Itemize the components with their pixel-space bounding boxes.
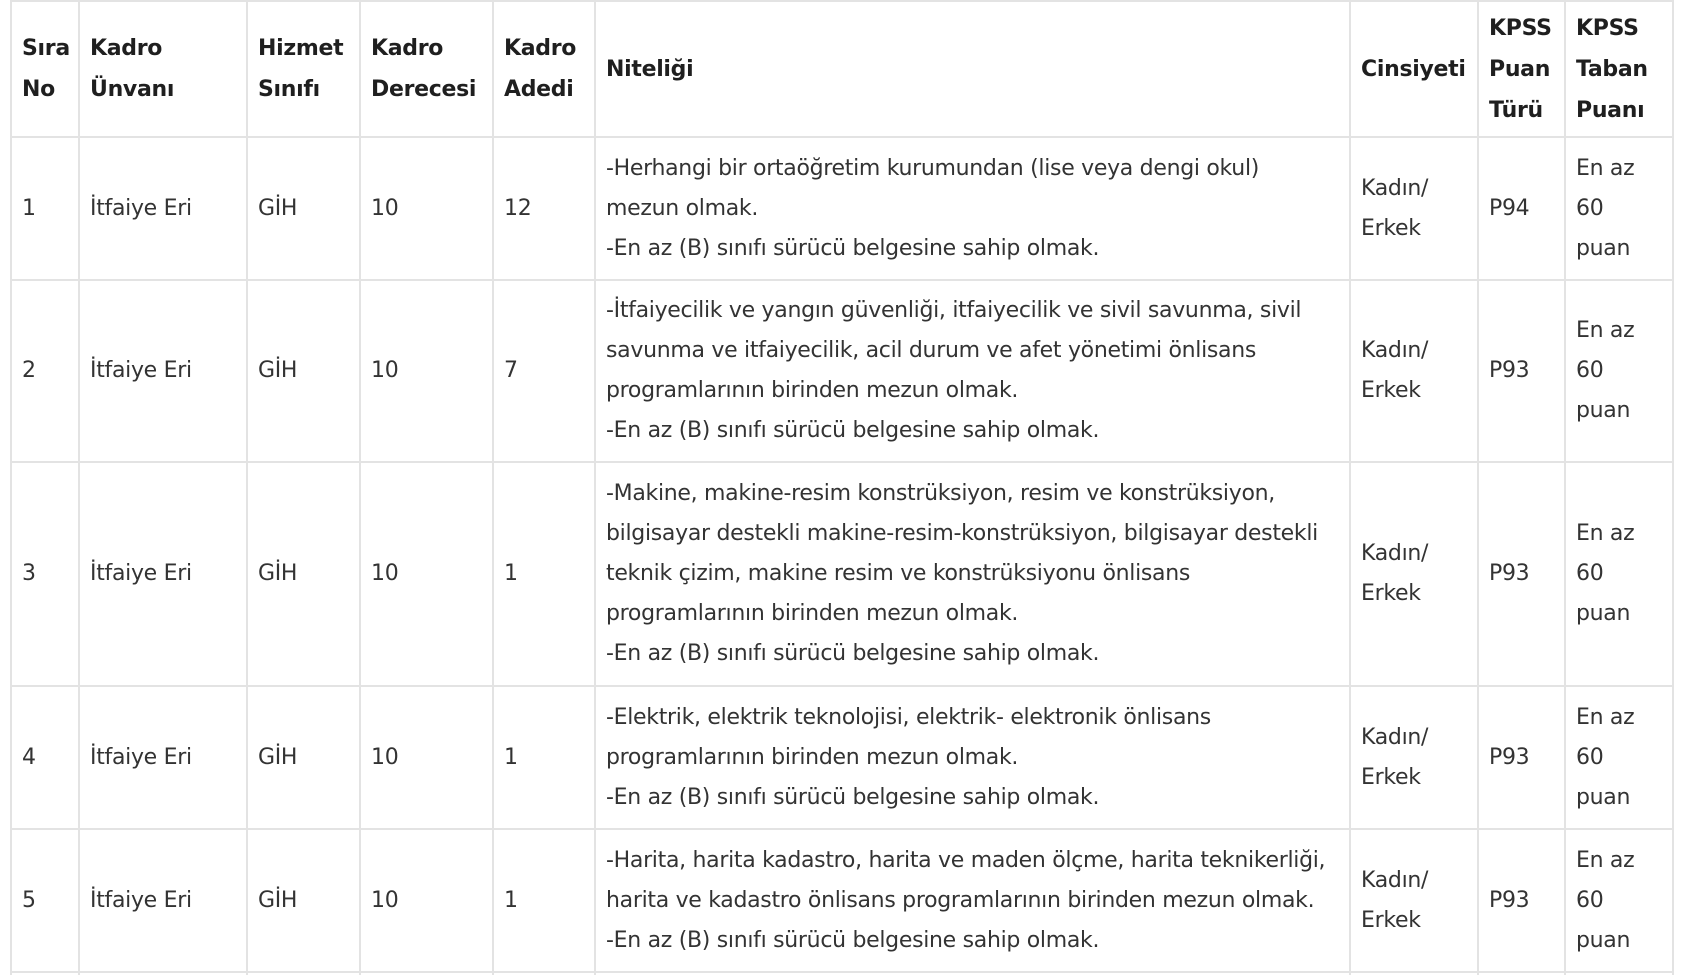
cell-sinif: GİH (247, 280, 360, 462)
cell-puan-turu: P94 (1478, 137, 1565, 280)
cell-sinif: GİH (247, 829, 360, 972)
cinsiyet-line: Kadın/ (1361, 724, 1429, 750)
taban-line: puan (1576, 235, 1631, 261)
taban-line: 60 (1576, 561, 1604, 586)
table-row (11, 280, 1673, 462)
taban-line: En az (1576, 847, 1635, 873)
header-kpss-taban-puani-line1: KPSS (1576, 15, 1639, 41)
nitelik-line: bilgisayar destekli makine-resim-konstrüksiyon, bilgisayar destekli (606, 521, 1318, 546)
cell-unvan: İtfaiye Eri (79, 280, 247, 462)
cinsiyet-line: Kadın/ (1361, 175, 1429, 201)
cell-sira: 2 (11, 280, 79, 462)
header-kpss-taban-puani (1565, 1, 1673, 137)
cell-adet: 1 (493, 462, 595, 686)
nitelik-line: teknik çizim, makine resim ve konstrüksiyonu önlisans (606, 561, 1191, 586)
header-hizmet-sinifi (247, 1, 360, 137)
cell-derece: 10 (360, 280, 493, 462)
cell-cinsiyet (1350, 280, 1478, 462)
cell-taban (1565, 137, 1673, 280)
nitelik-line: -Herhangi bir ortaöğretim kurumundan (lise veya dengi okul) (606, 155, 1260, 181)
cell-taban (1565, 462, 1673, 686)
cinsiyet-line: Erkek (1361, 581, 1421, 606)
cell-derece: 10 (360, 686, 493, 829)
cell-sira: 4 (11, 686, 79, 829)
nitelik-line: -En az (B) sınıfı sürücü belgesine sahip olmak. (606, 418, 1100, 443)
cell-cinsiyet (1350, 829, 1478, 972)
taban-line: En az (1576, 318, 1635, 343)
header-kadro-adedi (493, 1, 595, 137)
taban-line: 60 (1576, 887, 1604, 913)
header-kpss-puan-turu-line2: Puan (1489, 56, 1551, 82)
table-row (11, 137, 1673, 280)
header-kpss-puan-turu-line1: KPSS (1489, 15, 1552, 41)
cell-taban (1565, 280, 1673, 462)
cell-sinif: GİH (247, 462, 360, 686)
cell-nitelik (595, 829, 1350, 972)
table-row (11, 686, 1673, 829)
header-kadro-unvani-line2: Ünvanı (90, 77, 175, 102)
taban-line: En az (1576, 155, 1635, 181)
nitelik-line: -Makine, makine-resim konstrüksiyon, resim ve konstrüksiyon, (606, 481, 1275, 506)
header-hizmet-sinifi-line2: Sınıfı (258, 77, 320, 102)
taban-line: En az (1576, 521, 1635, 546)
header-kpss-taban-puani-line3: Puanı (1576, 97, 1645, 123)
header-kpss-puan-turu-line3: Türü (1489, 97, 1543, 123)
cell-taban (1565, 829, 1673, 972)
nitelik-line: -Harita, harita kadastro, harita ve maden ölçme, harita teknikerliği, (606, 847, 1326, 873)
taban-line: puan (1576, 784, 1631, 810)
cinsiyet-line: Kadın/ (1361, 541, 1429, 566)
taban-line: En az (1576, 704, 1635, 730)
header-kadro-unvani-line1: Kadro (90, 36, 163, 61)
cell-nitelik (595, 280, 1350, 462)
nitelik-line: programlarının birinden mezun olmak. (606, 601, 1019, 626)
header-niteligi (595, 1, 1350, 137)
cell-cinsiyet (1350, 137, 1478, 280)
cinsiyet-line: Erkek (1361, 215, 1421, 241)
cell-taban (1565, 686, 1673, 829)
header-cinsiyeti-label: Cinsiyeti (1361, 56, 1466, 82)
cell-nitelik (595, 462, 1350, 686)
cell-cinsiyet (1350, 686, 1478, 829)
cell-sinif: GİH (247, 137, 360, 280)
cell-adet: 7 (493, 280, 595, 462)
cell-puan-turu: P93 (1478, 462, 1565, 686)
header-kadro-derecesi (360, 1, 493, 137)
cell-unvan: İtfaiye Eri (79, 137, 247, 280)
cell-sira: 3 (11, 462, 79, 686)
cell-adet: 12 (493, 137, 595, 280)
cell-adet: 1 (493, 686, 595, 829)
cell-unvan: İtfaiye Eri (79, 686, 247, 829)
nitelik-line: programlarının birinden mezun olmak. (606, 744, 1019, 770)
header-niteligi-label: Niteliği (606, 56, 694, 82)
cell-puan-turu: P93 (1478, 829, 1565, 972)
cell-nitelik (595, 137, 1350, 280)
taban-line: 60 (1576, 744, 1604, 770)
cinsiyet-line: Erkek (1361, 764, 1421, 790)
header-kpss-puan-turu (1478, 1, 1565, 137)
header-sira-no-line2: No (22, 77, 55, 102)
cell-puan-turu: P93 (1478, 280, 1565, 462)
cell-sira: 5 (11, 829, 79, 972)
cinsiyet-line: Erkek (1361, 378, 1421, 403)
taban-line: 60 (1576, 358, 1604, 383)
nitelik-line: -En az (B) sınıfı sürücü belgesine sahip olmak. (606, 927, 1100, 953)
nitelik-line: -En az (B) sınıfı sürücü belgesine sahip olmak. (606, 235, 1100, 261)
cinsiyet-line: Kadın/ (1361, 867, 1429, 893)
cell-sinif: GİH (247, 686, 360, 829)
nitelik-line: -En az (B) sınıfı sürücü belgesine sahip olmak. (606, 641, 1100, 666)
nitelik-line: -Elektrik, elektrik teknolojisi, elektrik- elektronik önlisans (606, 704, 1211, 730)
cell-adet: 1 (493, 829, 595, 972)
cinsiyet-line: Kadın/ (1361, 338, 1429, 363)
cell-derece: 10 (360, 829, 493, 972)
kadro-table (10, 0, 1674, 975)
header-kpss-taban-puani-line2: Taban (1576, 56, 1648, 82)
cell-nitelik (595, 686, 1350, 829)
header-kadro-derecesi-line2: Derecesi (371, 77, 477, 102)
cell-derece: 10 (360, 137, 493, 280)
taban-line: puan (1576, 927, 1631, 953)
nitelik-line: programlarının birinden mezun olmak. (606, 378, 1019, 403)
header-sira-no-line1: Sıra (22, 36, 70, 61)
header-kadro-adedi-line1: Kadro (504, 36, 577, 61)
taban-line: 60 (1576, 195, 1604, 221)
table-row (11, 829, 1673, 972)
header-kadro-derecesi-line1: Kadro (371, 36, 444, 61)
nitelik-line: harita ve kadastro önlisans programlarının birinden mezun olmak. (606, 887, 1315, 913)
nitelik-line: -İtfaiyecilik ve yangın güvenliği, itfaiyecilik ve sivil savunma, sivil (606, 298, 1302, 323)
cinsiyet-line: Erkek (1361, 907, 1421, 933)
cell-sira: 1 (11, 137, 79, 280)
nitelik-line: mezun olmak. (606, 195, 759, 221)
taban-line: puan (1576, 398, 1631, 423)
cell-unvan: İtfaiye Eri (79, 462, 247, 686)
cell-derece: 10 (360, 462, 493, 686)
cell-cinsiyet (1350, 462, 1478, 686)
header-sira-no (11, 1, 79, 137)
nitelik-line: -En az (B) sınıfı sürücü belgesine sahip olmak. (606, 784, 1100, 810)
header-hizmet-sinifi-line1: Hizmet (258, 36, 344, 61)
nitelik-line: savunma ve itfaiyecilik, acil durum ve afet yönetimi önlisans (606, 338, 1257, 363)
taban-line: puan (1576, 601, 1631, 626)
header-kadro-adedi-line2: Adedi (504, 77, 574, 102)
cell-puan-turu: P93 (1478, 686, 1565, 829)
header-row (11, 1, 1673, 137)
header-cinsiyeti (1350, 1, 1478, 137)
header-kadro-unvani (79, 1, 247, 137)
cell-unvan: İtfaiye Eri (79, 829, 247, 972)
table-row (11, 462, 1673, 686)
